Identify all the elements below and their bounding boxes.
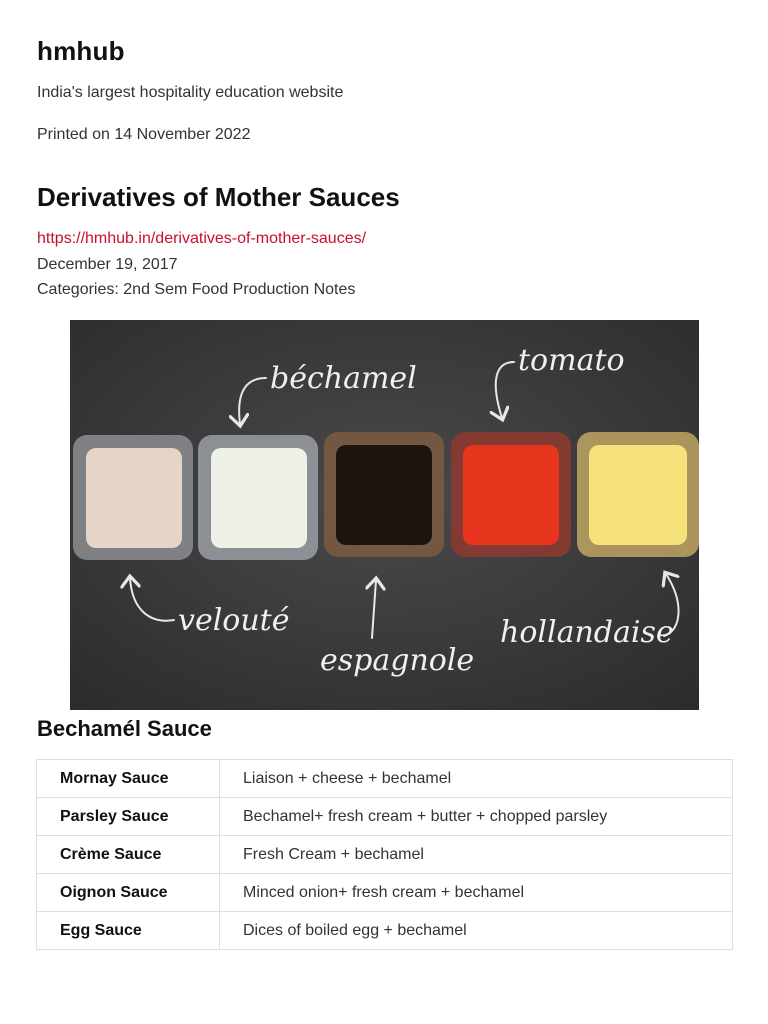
label-hollandaise: hollandaise bbox=[500, 615, 674, 650]
label-veloute: velouté bbox=[178, 603, 290, 638]
espagnole-dish bbox=[324, 432, 444, 557]
sauce-name-cell: Parsley Sauce bbox=[37, 798, 220, 836]
bechamel-dish bbox=[198, 435, 318, 560]
table-row bbox=[37, 798, 733, 836]
tomato-dish bbox=[451, 432, 571, 557]
table-row bbox=[37, 836, 733, 874]
sauce-name-cell: Egg Sauce bbox=[37, 912, 220, 950]
sauce-recipe-cell: Bechamel+ fresh cream + butter + chopped parsley bbox=[220, 798, 733, 836]
sauce-recipe-cell: Dices of boiled egg + bechamel bbox=[220, 912, 733, 950]
article-date: December 19, 2017 bbox=[37, 256, 178, 273]
site-name: hmhub bbox=[37, 36, 125, 66]
veloute-dish bbox=[73, 435, 193, 560]
site-tagline: India's largest hospitality education website bbox=[37, 84, 344, 101]
table-row bbox=[37, 874, 733, 912]
sauce-name-cell: Mornay Sauce bbox=[37, 760, 220, 798]
label-tomato: tomato bbox=[518, 343, 625, 378]
label-espagnole: espagnole bbox=[320, 643, 475, 678]
bechamel-derivatives-table bbox=[36, 759, 733, 950]
section-heading: Bechamél Sauce bbox=[37, 716, 212, 741]
label-bechamel: béchamel bbox=[270, 361, 417, 396]
mother-sauces-photo bbox=[70, 320, 699, 710]
sauce-name-cell: Oignon Sauce bbox=[37, 874, 220, 912]
article-categories: Categories: 2nd Sem Food Production Notes bbox=[37, 281, 356, 298]
article-title: Derivatives of Mother Sauces bbox=[37, 182, 400, 212]
sauce-recipe-cell: Minced onion+ fresh cream + bechamel bbox=[220, 874, 733, 912]
sauce-recipe-cell: Liaison + cheese + bechamel bbox=[220, 760, 733, 798]
sauce-name-cell: Crème Sauce bbox=[37, 836, 220, 874]
article-url-link[interactable]: https://hmhub.in/derivatives-of-mother-sauces/ bbox=[37, 230, 367, 247]
sauce-recipe-cell: Fresh Cream + bechamel bbox=[220, 836, 733, 874]
printed-date: Printed on 14 November 2022 bbox=[37, 126, 251, 143]
table-row bbox=[37, 760, 733, 798]
table-row bbox=[37, 912, 733, 950]
hollandaise-dish bbox=[577, 432, 699, 557]
